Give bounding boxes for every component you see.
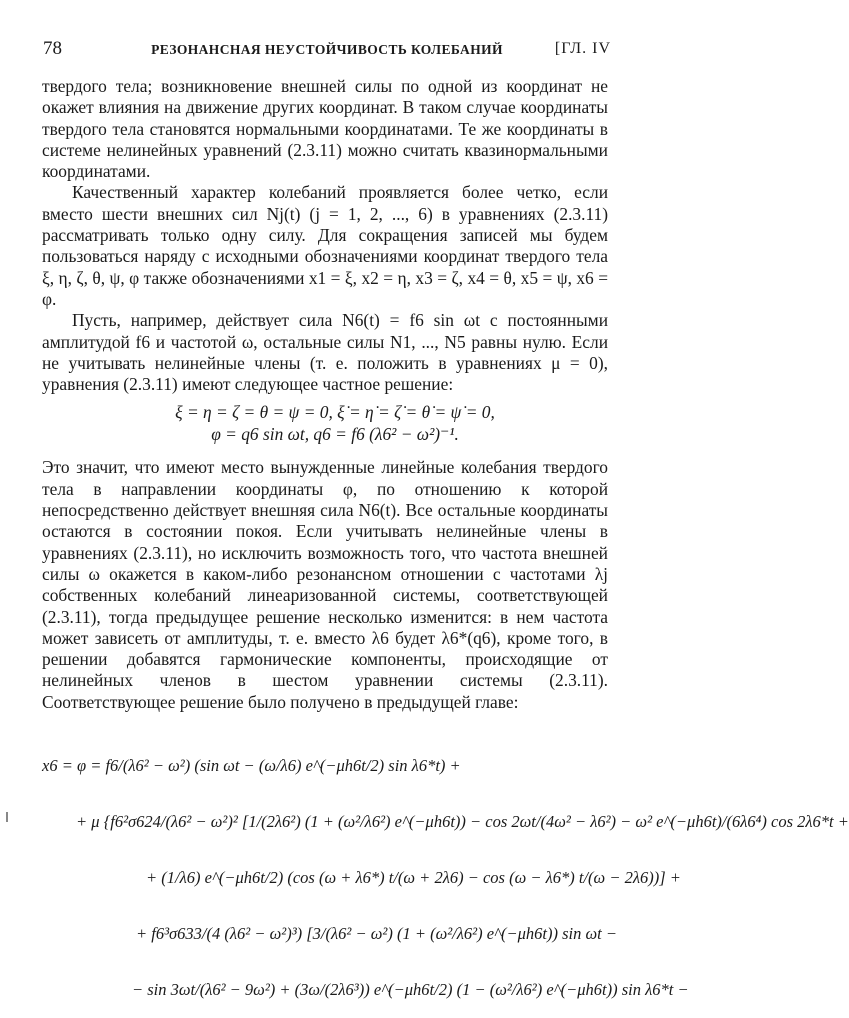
running-header — [43, 38, 611, 62]
paragraph-3: Пусть, например, действует сила N6(t) = f6 sin ωt с постоянными амплитудой f6 и частотой ω, остальные силы N1, ..., N5 равны нулю. Если не учитывать нелинейные члены (т. е. положить в уравнениях μ = 0), уравнения (2.3.11) имеют следующее частное решение: — [42, 310, 608, 395]
formula-line-2: + μ {f6²σ624/(λ6² − ω²)² [1/(2λ6²) (1 + (ω²/λ6²) e^(−μh6t)) − cos 2ωt/(4ω² − λ6²) − ω² e^(−μh6t)/(6λ6⁴) cos 2λ6*t + — [76, 812, 849, 831]
chapter-label: [ГЛ. IV — [554, 40, 611, 57]
paragraph-4: Это значит, что имеют место вынужденные линейные колебания твердого тела в направлении координаты φ, по отношению к которой непосредственно действует внешняя сила N6(t). Все остальные координаты остаются в состоянии покоя. Если учитывать нелинейные члены в уравнениях (2.3.11), но исключить возможность того, что частота внешней силы ω окажется в каком-либо резонансном отношении с частотами λj собственных колебаний линеаризованной системы, соответствующей (2.3.11), тогда предыдущее решение несколько изменится: в нем частота может зависеть от амплитуды, т. е. вместо λ6 будет λ6*(q6), кроме того, в решении добавятся гармонические компоненты, происходящие от нелинейных членов в шестом уравнении системы (2.3.11). Соответствующее решение было получено в предыдущей главе: — [42, 457, 608, 712]
display-equation-line-1: ξ = η = ζ = θ = ψ = 0, ξ̇ = η̇ = ζ̇ = θ̇ = ψ̇ = 0, — [175, 402, 495, 423]
body-text — [42, 76, 608, 713]
big-formula — [42, 738, 849, 1018]
running-title: РЕЗОНАНСНАЯ НЕУСТОЙЧИВОСТЬ КОЛЕБАНИЙ — [151, 42, 503, 57]
formula-line-1: x6 = φ = f6/(λ6² − ω²) (sin ωt − (ω/λ6) e^(−μh6t/2) sin λ6*t) + — [42, 756, 461, 775]
display-equation-line-2: φ = q6 sin ωt, q6 = f6 (λ6² − ω²)⁻¹. — [211, 424, 459, 445]
display-equation — [62, 401, 608, 445]
formula-line-5: − sin 3ωt/(λ6² − 9ω²) + (3ω/(2λ6³)) e^(−μh6t/2) (1 − (ω²/λ6²) e^(−μh6t)) sin λ6*t − — [132, 980, 689, 999]
formula-line-4: + f6³σ633/(4 (λ6² − ω²)³) [3/(λ6² − ω²) (1 + (ω²/λ6²) e^(−μh6t)) sin ωt − — [136, 924, 617, 943]
paragraph-2: Качественный характер колебаний проявляется более четко, если вместо шести внешних сил Nj(t) (j = 1, 2, ..., 6) в уравнениях (2.3.11) рассматривать только одну силу. Для сокращения записей мы будем пользоваться наряду с исходными обозначениями координат твердого тела ξ, η, ζ, θ, ψ, φ также обозначениями x1 = ξ, x2 = η, x3 = ζ, x4 = θ, x5 = ψ, x6 = φ. — [42, 182, 608, 309]
margin-mark — [6, 812, 8, 822]
page-number: 78 — [43, 38, 62, 59]
paragraph-1: твердого тела; возникновение внешней силы по одной из координат не окажет влияния на движение других координат. В таком случае координаты твердого тела становятся нормальными координатами. Те же координаты в системе нелинейных уравнений (2.3.11) можно считать квазинормальными координатами. — [42, 76, 608, 182]
formula-line-3: + (1/λ6) e^(−μh6t/2) (cos (ω + λ6*) t/(ω + 2λ6) − cos (ω − λ6*) t/(ω − 2λ6))] + — [146, 868, 681, 887]
